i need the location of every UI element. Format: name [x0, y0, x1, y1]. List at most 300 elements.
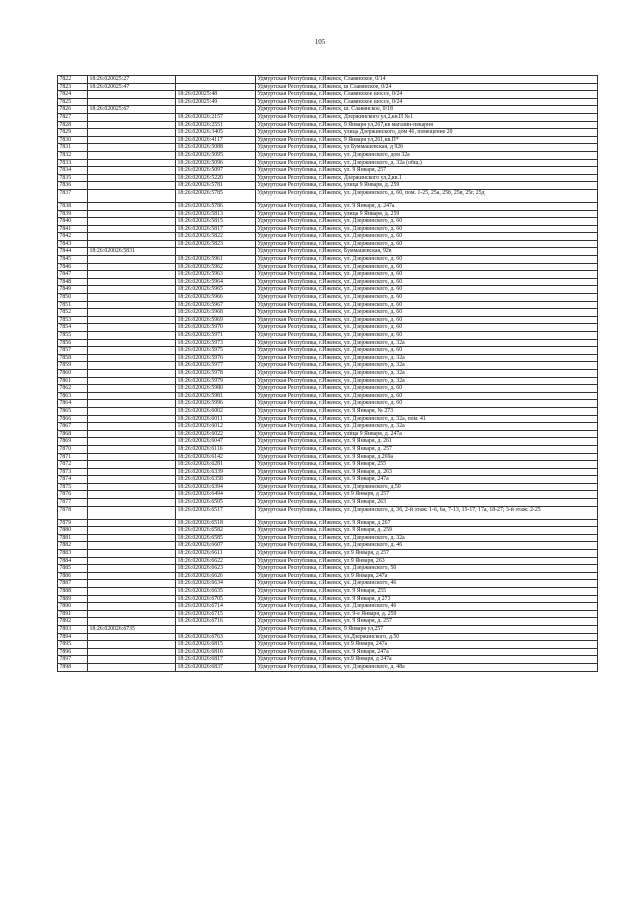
row-number-cell: 7879 — [58, 519, 88, 527]
parcel-number-cell — [88, 354, 176, 362]
address-cell: Удмуртская Республика, г.Ижевск, ул. 9 Января, д. 257 — [256, 445, 598, 453]
parcel-number-cell — [88, 98, 176, 106]
table-row — [58, 240, 598, 248]
object-number-cell: 18:26:020026:5815 — [176, 218, 256, 226]
object-number-cell: 18:26:020026:6358 — [176, 476, 256, 484]
address-cell: Удмуртская Республика, г.Ижевск, ул. Дзержинского, д. 32а — [256, 339, 598, 347]
row-number-cell: 7890 — [58, 603, 88, 611]
parcel-number-cell — [88, 144, 176, 152]
object-number-cell: 18:26:020026:6517 — [176, 506, 256, 519]
object-number-cell: 18:26:020026:6281 — [176, 461, 256, 469]
row-number-cell: 7860 — [58, 369, 88, 377]
parcel-number-cell — [88, 534, 176, 542]
address-cell: Удмуртская Республика, г.Ижевск, ул. Дзержинского, д. 36, 2-й этаж: 1-6, 6а, 7-13, 15-17, 17а, 18-27; 3-й этаж: 2-25 — [256, 506, 598, 519]
object-number-cell: 18:26:020025:48 — [176, 91, 256, 99]
parcel-number-cell: 18:26:020026:5831 — [88, 248, 176, 256]
table-row — [58, 278, 598, 286]
object-number-cell: 18:26:020026:6816 — [176, 648, 256, 656]
address-cell: Удмуртская Республика, г.Ижевск, ул. Дзержинского, д. 60 — [256, 309, 598, 317]
table-row — [58, 339, 598, 347]
parcel-number-cell — [88, 415, 176, 423]
row-number-cell: 7835 — [58, 174, 88, 182]
object-number-cell: 18:26:020026:5969 — [176, 316, 256, 324]
address-cell: Удмуртская Республика, г.Ижевск, Буммашевская, 92в — [256, 248, 598, 256]
row-number-cell: 7896 — [58, 648, 88, 656]
parcel-number-cell — [88, 225, 176, 233]
row-number-cell: 7894 — [58, 633, 88, 641]
object-number-cell: 18:26:020026:6622 — [176, 557, 256, 565]
parcel-number-cell — [88, 294, 176, 302]
object-number-cell: 18:26:020026:5966 — [176, 294, 256, 302]
table-row — [58, 106, 598, 114]
address-cell: Удмуртская Республика, г.Ижевск, ул. Дзержинского, д. 60 — [256, 316, 598, 324]
object-number-cell: 18:26:020026:6494 — [176, 491, 256, 499]
address-cell: Удмуртская Республика, г.Ижевск, ул. Дзержинского, д. 32а (общ.) — [256, 159, 598, 167]
address-cell: Удмуртская Республика, г.Ижевск, Дзержинского ул,2,кв.П №1 — [256, 113, 598, 121]
address-cell: Удмуртская Республика, г.Ижевск, ул. 9 Января, д. 257 — [256, 618, 598, 626]
row-number-cell: 7867 — [58, 423, 88, 431]
registry-table — [57, 75, 598, 672]
table-row — [58, 316, 598, 324]
address-cell: Удмуртская Республика, г.Ижевск, Славянское, 0/14 — [256, 76, 598, 84]
row-number-cell: 7830 — [58, 136, 88, 144]
row-number-cell: 7882 — [58, 542, 88, 550]
row-number-cell: 7898 — [58, 663, 88, 671]
row-number-cell: 7891 — [58, 610, 88, 618]
object-number-cell: 18:26:020026:3405 — [176, 129, 256, 137]
address-cell: Удмуртская Республика, г.Ижевск, ул. Дзержинского, д. 60 — [256, 301, 598, 309]
row-number-cell: 7852 — [58, 309, 88, 317]
object-number-cell: 18:26:020026:5096 — [176, 159, 256, 167]
object-number-cell — [176, 248, 256, 256]
object-number-cell: 18:26:020026:4117 — [176, 136, 256, 144]
object-number-cell: 18:26:020026:6142 — [176, 453, 256, 461]
parcel-number-cell: 18:26:020026:6735 — [88, 625, 176, 633]
parcel-number-cell — [88, 263, 176, 271]
parcel-number-cell — [88, 430, 176, 438]
table-row — [58, 182, 598, 190]
table-row — [58, 98, 598, 106]
table-row — [58, 438, 598, 446]
parcel-number-cell — [88, 580, 176, 588]
parcel-number-cell — [88, 174, 176, 182]
parcel-number-cell — [88, 369, 176, 377]
row-number-cell: 7889 — [58, 595, 88, 603]
parcel-number-cell — [88, 527, 176, 535]
parcel-number-cell: 18:26:020025:47 — [88, 83, 176, 91]
address-cell: Удмуртская Республика, г.Ижевск, ш Славянское, 0/24 — [256, 83, 598, 91]
parcel-number-cell — [88, 301, 176, 309]
object-number-cell: 18:26:020026:5964 — [176, 278, 256, 286]
table-row — [58, 385, 598, 393]
address-cell: Удмуртская Республика, г.Ижевск, Славянское шоссе, 0/24 — [256, 98, 598, 106]
row-number-cell: 7897 — [58, 656, 88, 664]
table-row — [58, 301, 598, 309]
object-number-cell: 18:26:020026:6635 — [176, 588, 256, 596]
address-cell: Удмуртская Республика, г.Ижевск, ул. Дзержинского, д. 60 — [256, 240, 598, 248]
object-number-cell: 18:26:020026:6011 — [176, 415, 256, 423]
address-cell: Удмуртская Республика, г.Ижевск, ул. Дзержинского, д. 60 — [256, 278, 598, 286]
table-row — [58, 610, 598, 618]
object-number-cell: 18:26:020026:5088 — [176, 144, 256, 152]
parcel-number-cell — [88, 648, 176, 656]
object-number-cell: 18:26:020026:6626 — [176, 572, 256, 580]
row-number-cell: 7876 — [58, 491, 88, 499]
parcel-number-cell — [88, 332, 176, 340]
row-number-cell: 7865 — [58, 407, 88, 415]
object-number-cell: 18:26:020026:5979 — [176, 377, 256, 385]
address-cell: Удмуртская Республика, г.Ижевск, Славянское шоссе, 0/24 — [256, 91, 598, 99]
parcel-number-cell — [88, 542, 176, 550]
object-number-cell: 18:26:020026:6714 — [176, 603, 256, 611]
object-number-cell: 18:26:020026:6611 — [176, 550, 256, 558]
parcel-number-cell — [88, 461, 176, 469]
table-row — [58, 603, 598, 611]
object-number-cell: 18:26:020026:6763 — [176, 633, 256, 641]
address-cell: Удмуртская Республика, г.Ижевск, ул 9 Января, 247а — [256, 572, 598, 580]
table-row — [58, 362, 598, 370]
object-number-cell: 18:26:020026:5971 — [176, 332, 256, 340]
object-number-cell: 18:26:020026:5220 — [176, 174, 256, 182]
parcel-number-cell — [88, 663, 176, 671]
parcel-number-cell — [88, 278, 176, 286]
address-cell: Удмуртская Республика, г.Ижевск, ул.Дзержинского, д.50 — [256, 633, 598, 641]
object-number-cell: 18:26:020026:5976 — [176, 354, 256, 362]
object-number-cell: 18:26:020026:6716 — [176, 618, 256, 626]
object-number-cell: 18:26:020026:5967 — [176, 301, 256, 309]
address-cell: Удмуртская Республика, г.Ижевск, ул.9 Января, д 247а — [256, 656, 598, 664]
object-number-cell: 18:26:020026:6817 — [176, 656, 256, 664]
table-row — [58, 129, 598, 137]
address-cell: Удмуртская Республика, г.Ижевск, ул. Дзержинского, д. 60 — [256, 225, 598, 233]
table-row — [58, 430, 598, 438]
row-number-cell: 7856 — [58, 339, 88, 347]
row-number-cell: 7893 — [58, 625, 88, 633]
table-row — [58, 202, 598, 210]
table-row — [58, 565, 598, 573]
object-number-cell: 18:26:020026:5823 — [176, 240, 256, 248]
row-number-cell: 7825 — [58, 98, 88, 106]
row-number-cell: 7824 — [58, 91, 88, 99]
parcel-number-cell — [88, 256, 176, 264]
parcel-number-cell — [88, 656, 176, 664]
table-row — [58, 159, 598, 167]
table-row — [58, 656, 598, 664]
row-number-cell: 7887 — [58, 580, 88, 588]
table-row — [58, 491, 598, 499]
row-number-cell: 7846 — [58, 263, 88, 271]
address-cell: Удмуртская Республика, г.Ижевск, ул. Дзержинского, д. 32а — [256, 423, 598, 431]
parcel-number-cell — [88, 499, 176, 507]
parcel-number-cell — [88, 588, 176, 596]
object-number-cell: 18:26:020026:5817 — [176, 225, 256, 233]
address-cell: Удмуртская Республика, г.Ижевск, ул. Дзержинского, д. 60 — [256, 263, 598, 271]
parcel-number-cell — [88, 202, 176, 210]
parcel-number-cell — [88, 233, 176, 241]
row-number-cell: 7839 — [58, 210, 88, 218]
row-number-cell: 7880 — [58, 527, 88, 535]
object-number-cell: 18:26:020026:5822 — [176, 233, 256, 241]
parcel-number-cell — [88, 362, 176, 370]
row-number-cell: 7858 — [58, 354, 88, 362]
parcel-number-cell — [88, 129, 176, 137]
address-cell: Удмуртская Республика, г.Ижевск, ул. Дзержинского, д. 60 — [256, 256, 598, 264]
row-number-cell: 7883 — [58, 550, 88, 558]
parcel-number-cell — [88, 506, 176, 519]
row-number-cell: 7847 — [58, 271, 88, 279]
parcel-number-cell — [88, 377, 176, 385]
object-number-cell: 18:26:020026:5981 — [176, 392, 256, 400]
parcel-number-cell — [88, 407, 176, 415]
address-cell: Удмуртская Республика, г.Ижевск, ул. Дзержинского, 50 — [256, 565, 598, 573]
address-cell: Удмуртская Республика, г.Ижевск, улица 9 Января, д. 259 — [256, 210, 598, 218]
table-row — [58, 625, 598, 633]
object-number-cell: 18:26:020026:6815 — [176, 641, 256, 649]
object-number-cell: 18:26:020026:6394 — [176, 483, 256, 491]
table-row — [58, 167, 598, 175]
address-cell: Удмуртская Республика, г.Ижевск, ул. 9 Января, д. 247а — [256, 202, 598, 210]
row-number-cell: 7843 — [58, 240, 88, 248]
address-cell: Удмуртская Республика, г.Ижевск, ул. Дзержинского, д. 60 — [256, 233, 598, 241]
address-cell: Удмуртская Республика, г.Ижевск, ул. 9 Января, 247а — [256, 476, 598, 484]
row-number-cell: 7853 — [58, 316, 88, 324]
parcel-number-cell — [88, 347, 176, 355]
table-row — [58, 506, 598, 519]
address-cell: Удмуртская Республика, г.Ижевск, ул. Дзержинского, д. 60 — [256, 218, 598, 226]
address-cell: Удмуртская Республика, г.Ижевск, ул. 9 Января, д. 261 — [256, 438, 598, 446]
address-cell: Удмуртская Республика, г.Ижевск, ул. 9 Января, 255 — [256, 461, 598, 469]
parcel-number-cell — [88, 113, 176, 121]
row-number-cell: 7870 — [58, 445, 88, 453]
row-number-cell: 7833 — [58, 159, 88, 167]
parcel-number-cell — [88, 136, 176, 144]
object-number-cell: 18:26:020026:5781 — [176, 182, 256, 190]
object-number-cell: 18:26:020026:6623 — [176, 565, 256, 573]
parcel-number-cell — [88, 550, 176, 558]
parcel-number-cell — [88, 151, 176, 159]
object-number-cell: 18:26:020026:5970 — [176, 324, 256, 332]
row-number-cell: 7878 — [58, 506, 88, 519]
object-number-cell: 18:26:020026:5975 — [176, 347, 256, 355]
row-number-cell: 7872 — [58, 461, 88, 469]
parcel-number-cell — [88, 641, 176, 649]
parcel-number-cell — [88, 182, 176, 190]
address-cell: Удмуртская Республика, г.Ижевск, ул. Дзержинского, д. 48а — [256, 663, 598, 671]
object-number-cell: 18:26:020026:6518 — [176, 519, 256, 527]
row-number-cell: 7869 — [58, 438, 88, 446]
parcel-number-cell — [88, 286, 176, 294]
object-number-cell: 18:26:020026:5977 — [176, 362, 256, 370]
parcel-number-cell — [88, 595, 176, 603]
table-row — [58, 618, 598, 626]
object-number-cell: 18:26:020026:5962 — [176, 263, 256, 271]
table-row — [58, 453, 598, 461]
table-row — [58, 324, 598, 332]
table-row — [58, 354, 598, 362]
row-number-cell: 7829 — [58, 129, 88, 137]
table-row — [58, 233, 598, 241]
address-cell: Удмуртская Республика, г.Ижевск, ул. 9 Января, д. 259 — [256, 527, 598, 535]
row-number-cell: 7859 — [58, 362, 88, 370]
object-number-cell: 18:26:020026:5095 — [176, 151, 256, 159]
object-number-cell: 18:26:020026:6022 — [176, 430, 256, 438]
parcel-number-cell — [88, 189, 176, 202]
parcel-number-cell — [88, 167, 176, 175]
row-number-cell: 7895 — [58, 641, 88, 649]
table-row — [58, 271, 598, 279]
row-number-cell: 7875 — [58, 483, 88, 491]
row-number-cell: 7836 — [58, 182, 88, 190]
parcel-number-cell — [88, 91, 176, 99]
address-cell: Удмуртская Республика, г.Ижевск, ш. Славянское, 0/18 — [256, 106, 598, 114]
table-row — [58, 400, 598, 408]
table-row — [58, 151, 598, 159]
address-cell: Удмуртская Республика, г.Ижевск, ул 9 Января, 263 — [256, 557, 598, 565]
address-cell: Удмуртская Республика, г.Ижевск, ул. 9 Января, д.269а — [256, 453, 598, 461]
table-row — [58, 550, 598, 558]
address-cell: Удмуртская Республика, г.Ижевск, ул Буммашевская, д 92б — [256, 144, 598, 152]
row-number-cell: 7849 — [58, 286, 88, 294]
parcel-number-cell — [88, 121, 176, 129]
parcel-number-cell — [88, 240, 176, 248]
table-row — [58, 499, 598, 507]
row-number-cell: 7842 — [58, 233, 88, 241]
parcel-number-cell — [88, 565, 176, 573]
object-number-cell: 18:26:020026:5973 — [176, 339, 256, 347]
object-number-cell: 18:26:020026:6047 — [176, 438, 256, 446]
object-number-cell: 18:26:020026:5965 — [176, 286, 256, 294]
address-cell: Удмуртская Республика, г.Ижевск, ул. Дзержинского, д. 60 — [256, 392, 598, 400]
address-cell: Удмуртская Республика, г.Ижевск, ул. Дзержинского, д. 46 — [256, 542, 598, 550]
table-row — [58, 248, 598, 256]
address-cell: Удмуртская Республика, г.Ижевск, ул. 9 Января, 255 — [256, 588, 598, 596]
object-number-cell: 18:26:020026:5786 — [176, 202, 256, 210]
parcel-number-cell — [88, 210, 176, 218]
page-number: 105 — [314, 38, 326, 46]
address-cell: Удмуртская Республика, г.Ижевск, ул. Дзержинского, 46 — [256, 580, 598, 588]
table-row — [58, 286, 598, 294]
parcel-number-cell — [88, 603, 176, 611]
row-number-cell: 7877 — [58, 499, 88, 507]
parcel-number-cell — [88, 491, 176, 499]
parcel-number-cell — [88, 633, 176, 641]
row-number-cell: 7873 — [58, 468, 88, 476]
object-number-cell: 18:26:020026:5963 — [176, 271, 256, 279]
object-number-cell: 18:26:020026:5785 — [176, 189, 256, 202]
table-row — [58, 76, 598, 84]
address-cell: Удмуртская Республика, г.Ижевск, ул. 9 Января, д 273 — [256, 595, 598, 603]
table-row — [58, 144, 598, 152]
table-row — [58, 588, 598, 596]
row-number-cell: 7871 — [58, 453, 88, 461]
object-number-cell — [176, 76, 256, 84]
row-number-cell: 7861 — [58, 377, 88, 385]
address-cell: Удмуртская Республика, г.Ижевск, 9 Января ул,267,кв магазин-пекарня — [256, 121, 598, 129]
parcel-number-cell — [88, 218, 176, 226]
address-cell: Удмуртская Республика, г.Ижевск, ул. Дзержинского, д. 60 — [256, 324, 598, 332]
parcel-number-cell: 18:26:020025:27 — [88, 76, 176, 84]
address-cell: Удмуртская Республика, г.Ижевск, улица 9 Января, д. 259 — [256, 182, 598, 190]
object-number-cell: 18:26:020026:6585 — [176, 534, 256, 542]
parcel-number-cell — [88, 519, 176, 527]
table-row — [58, 218, 598, 226]
row-number-cell: 7881 — [58, 534, 88, 542]
address-cell: Удмуртская Республика, г.Ижевск, ул. Дзержинского, д. 32а, пом. 41 — [256, 415, 598, 423]
address-cell: Удмуртская Республика, г.Ижевск, ул. 9 Января, 247а — [256, 648, 598, 656]
row-number-cell: 7826 — [58, 106, 88, 114]
object-number-cell: 18:26:020026:5097 — [176, 167, 256, 175]
table-row — [58, 83, 598, 91]
object-number-cell: 18:26:020026:6002 — [176, 407, 256, 415]
table-row — [58, 572, 598, 580]
address-cell: Удмуртская Республика, г.Ижевск, ул. 9 Января, 263 — [256, 499, 598, 507]
table-row — [58, 557, 598, 565]
table-row — [58, 294, 598, 302]
parcel-number-cell — [88, 572, 176, 580]
row-number-cell: 7823 — [58, 83, 88, 91]
row-number-cell: 7837 — [58, 189, 88, 202]
table-row — [58, 113, 598, 121]
table-row — [58, 309, 598, 317]
table-row — [58, 461, 598, 469]
table-row — [58, 392, 598, 400]
parcel-number-cell — [88, 445, 176, 453]
row-number-cell: 7844 — [58, 248, 88, 256]
table-row — [58, 580, 598, 588]
address-cell: Удмуртская Республика, г.Ижевск, ул. Дзержинского, д. 60 — [256, 271, 598, 279]
row-number-cell: 7885 — [58, 565, 88, 573]
row-number-cell: 7888 — [58, 588, 88, 596]
row-number-cell: 7863 — [58, 392, 88, 400]
row-number-cell: 7862 — [58, 385, 88, 393]
object-number-cell: 18:26:020026:5813 — [176, 210, 256, 218]
row-number-cell: 7841 — [58, 225, 88, 233]
object-number-cell: 18:26:020026:2551 — [176, 121, 256, 129]
row-number-cell: 7822 — [58, 76, 88, 84]
table-row — [58, 332, 598, 340]
parcel-number-cell — [88, 324, 176, 332]
row-number-cell: 7845 — [58, 256, 88, 264]
row-number-cell: 7854 — [58, 324, 88, 332]
address-cell: Удмуртская Республика, г.Ижевск, 9 Января ул,257 — [256, 625, 598, 633]
row-number-cell: 7851 — [58, 301, 88, 309]
table-row — [58, 415, 598, 423]
row-number-cell: 7874 — [58, 476, 88, 484]
address-cell: Удмуртская Республика, г.Ижевск, ул 9 Января, 247а — [256, 641, 598, 649]
address-cell: Удмуртская Республика, г.Ижевск, ул. Дзержинского, д. 60 — [256, 332, 598, 340]
parcel-number-cell — [88, 483, 176, 491]
address-cell: Удмуртская Республика, г.Ижевск, ул. Дзержинского, д. 32а — [256, 534, 598, 542]
table-row — [58, 519, 598, 527]
table-row — [58, 534, 598, 542]
address-cell: Удмуртская Республика, г.Ижевск, улица 9 Января, д. 247а — [256, 430, 598, 438]
parcel-number-cell — [88, 438, 176, 446]
address-cell: Удмуртская Республика, г.Ижевск, ул. Дзержинского, д. 32а — [256, 369, 598, 377]
table-row — [58, 91, 598, 99]
address-cell: Удмуртская Республика, г.Ижевск, Дзержинского ул,2,кв.1 — [256, 174, 598, 182]
object-number-cell: 18:26:020026:6116 — [176, 445, 256, 453]
object-number-cell: 18:26:020026:5980 — [176, 385, 256, 393]
address-cell: Удмуртская Республика, г.Ижевск, улица Дзержинского, дом 46, помещение 20 — [256, 129, 598, 137]
address-cell: Удмуртская Республика, г.Ижевск, ул. 9 Января, д. 263 — [256, 468, 598, 476]
table-row — [58, 663, 598, 671]
registry-body — [58, 76, 598, 672]
address-cell: Удмуртская Республика, г.Ижевск, ул. Дзержинского, д. 32а — [256, 377, 598, 385]
parcel-number-cell — [88, 453, 176, 461]
row-number-cell: 7855 — [58, 332, 88, 340]
address-cell: Удмуртская Республика, г.Ижевск, ул. Дзержинского, д. 32а — [256, 354, 598, 362]
address-cell: Удмуртская Республика, г.Ижевск, ул. Дзержинского, д. 60 — [256, 385, 598, 393]
